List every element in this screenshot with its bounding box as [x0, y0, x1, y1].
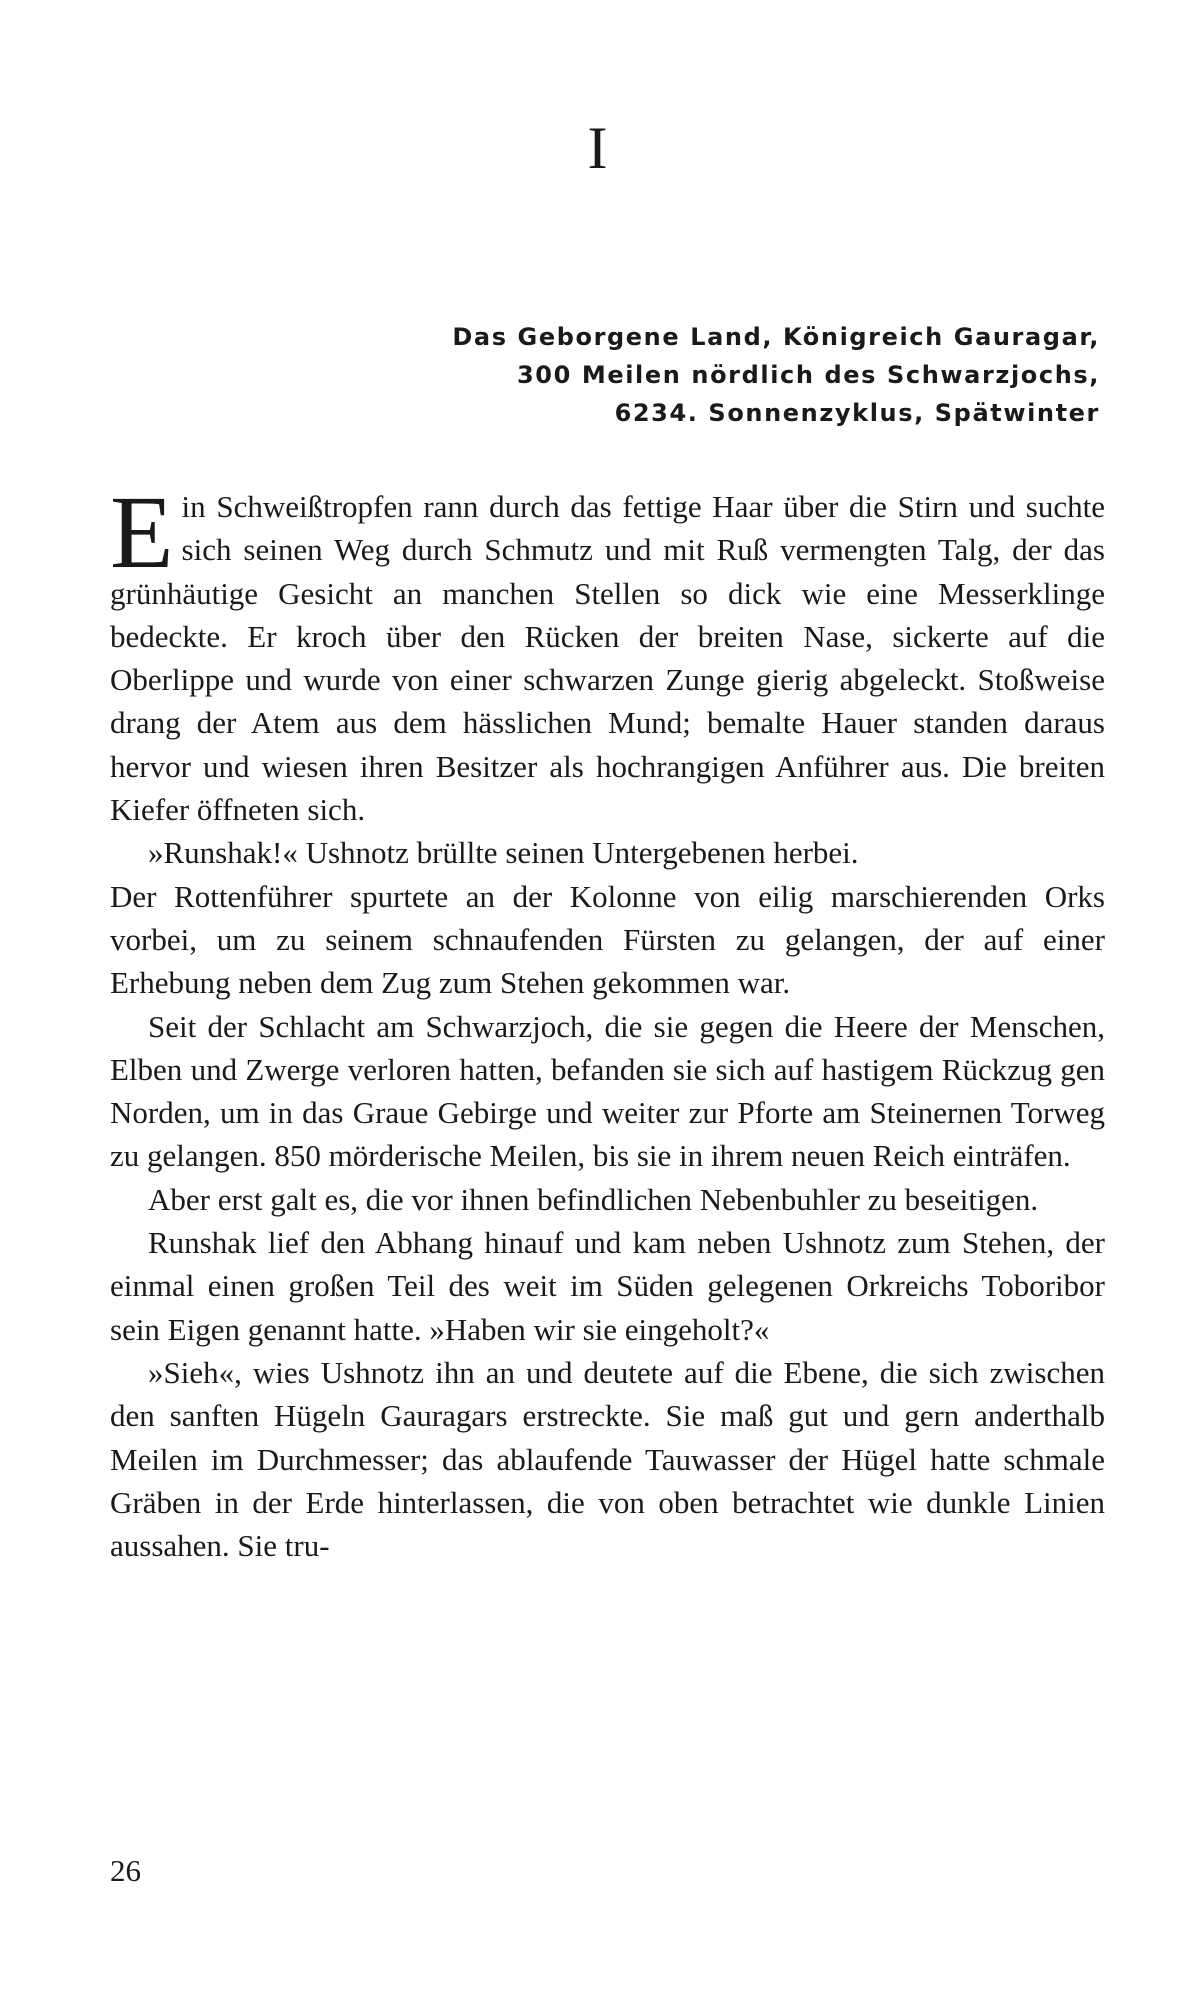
paragraph-1 — [110, 475, 1105, 831]
paragraph-5: Aber erst galt es, die vor ihnen befindlichen Nebenbuhler zu beseitigen. — [148, 1181, 1039, 1217]
drop-cap: E — [110, 475, 174, 590]
location-heading — [200, 318, 1100, 432]
location-line-3: 6234. Sonnenzyklus, Spätwinter — [614, 399, 1100, 427]
paragraph-2: »Runshak!« Ushnotz brüllte seinen Untergebenen herbei. — [148, 835, 859, 871]
page-number: 26 — [110, 1853, 141, 1888]
paragraph-4: Seit der Schlacht am Schwarzjoch, die sie gegen die Heere der Menschen, Elben und Zwerge verloren hatten, befanden sie sich auf hastigem Rückzug gen Norden, um in das Graue Gebirge und weiter zur Pforte am Steinernen Torweg zu gelangen. 850 mörderische Meilen, bis sie in ihrem neuen Reich einträfen. — [110, 1008, 1105, 1174]
paragraph-1-text: in Schweißtropfen rann durch das fettige Haar über die Stirn und suchte sich seinen Weg durch Schmutz und mit Ruß vermengten Talg, der das grünhäutige Gesicht an manchen Stellen so dick wie eine Messerklinge bedeckte. Er kroch über den Rücken der breiten Nase, sickerte auf die Oberlippe und wurde von einer schwarzen Zunge gierig abgeleckt. Stoßweise drang der Atem aus dem hässlichen Mund; bemalte Hauer standen daraus hervor und wiesen ihren Besitzer als hochrangigen Anführer aus. Die breiten Kiefer öffneten sich. — [110, 489, 1105, 828]
chapter-number: I — [587, 115, 608, 181]
location-line-2: 300 Meilen nördlich des Schwarzjochs, — [517, 361, 1100, 389]
paragraph-6: Runshak lief den Abhang hinauf und kam neben Ushnotz zum Stehen, der einmal einen großen Teil des weit im Süden gelegenen Orkreichs Toboribor sein Eigen genannt hatte. »Haben wir sie eingeholt?« — [110, 1225, 1105, 1347]
body-text — [110, 475, 1105, 1567]
paragraph-7: »Sieh«, wies Ushnotz ihn an und deutete auf die Ebene, die sich zwischen den sanften Hügeln Gauragars erstreckte. Sie maß gut und gern anderthalb Meilen im Durchmesser; das ablaufende Tauwasser der Hügel hatte schmale Gräben in der Erde hinterlassen, die von oben betrachtet wie dunkle Linien aussahen. Sie tru- — [110, 1354, 1105, 1564]
location-line-1: Das Geborgene Land, Königreich Gauragar, — [452, 323, 1100, 351]
paragraph-3: Der Rottenführer spurtete an der Kolonne von eilig marschierenden Orks vorbei, um zu seinem schnaufenden Fürsten zu gelangen, der auf einer Erhebung neben dem Zug zum Stehen gekommen war. — [110, 878, 1105, 1001]
